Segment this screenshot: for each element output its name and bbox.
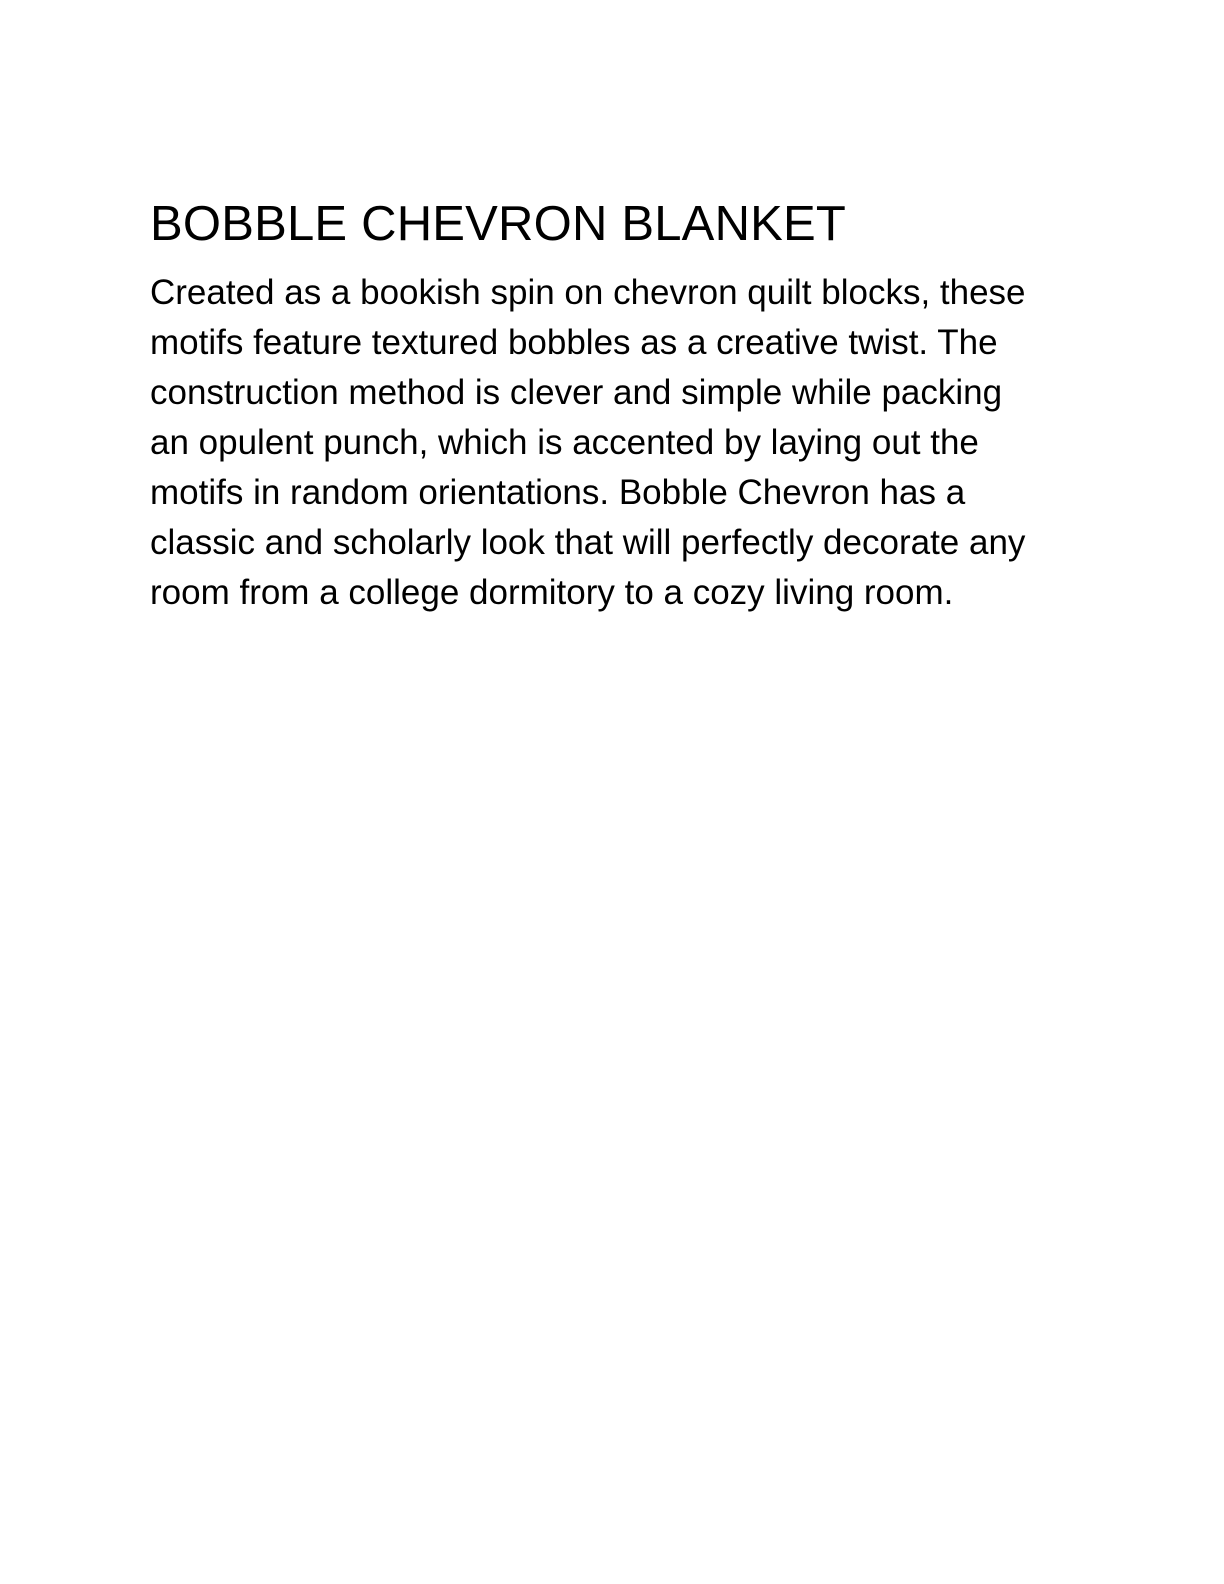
document-content — [150, 196, 1060, 618]
page-title: BOBBLE CHEVRON BLANKET — [150, 197, 847, 251]
document-body-paragraph: Created as a bookish spin on chevron quilt blocks, these motifs feature textured bobbles as a creative twist. The construction method is clever and simple while packing an opulent punch, which is accented by laying out the motifs in random orientations. Bobble Chevron has a classic and scholarly look that will perfectly decorate any room from a college dormitory to a cozy living room. — [150, 272, 1026, 612]
